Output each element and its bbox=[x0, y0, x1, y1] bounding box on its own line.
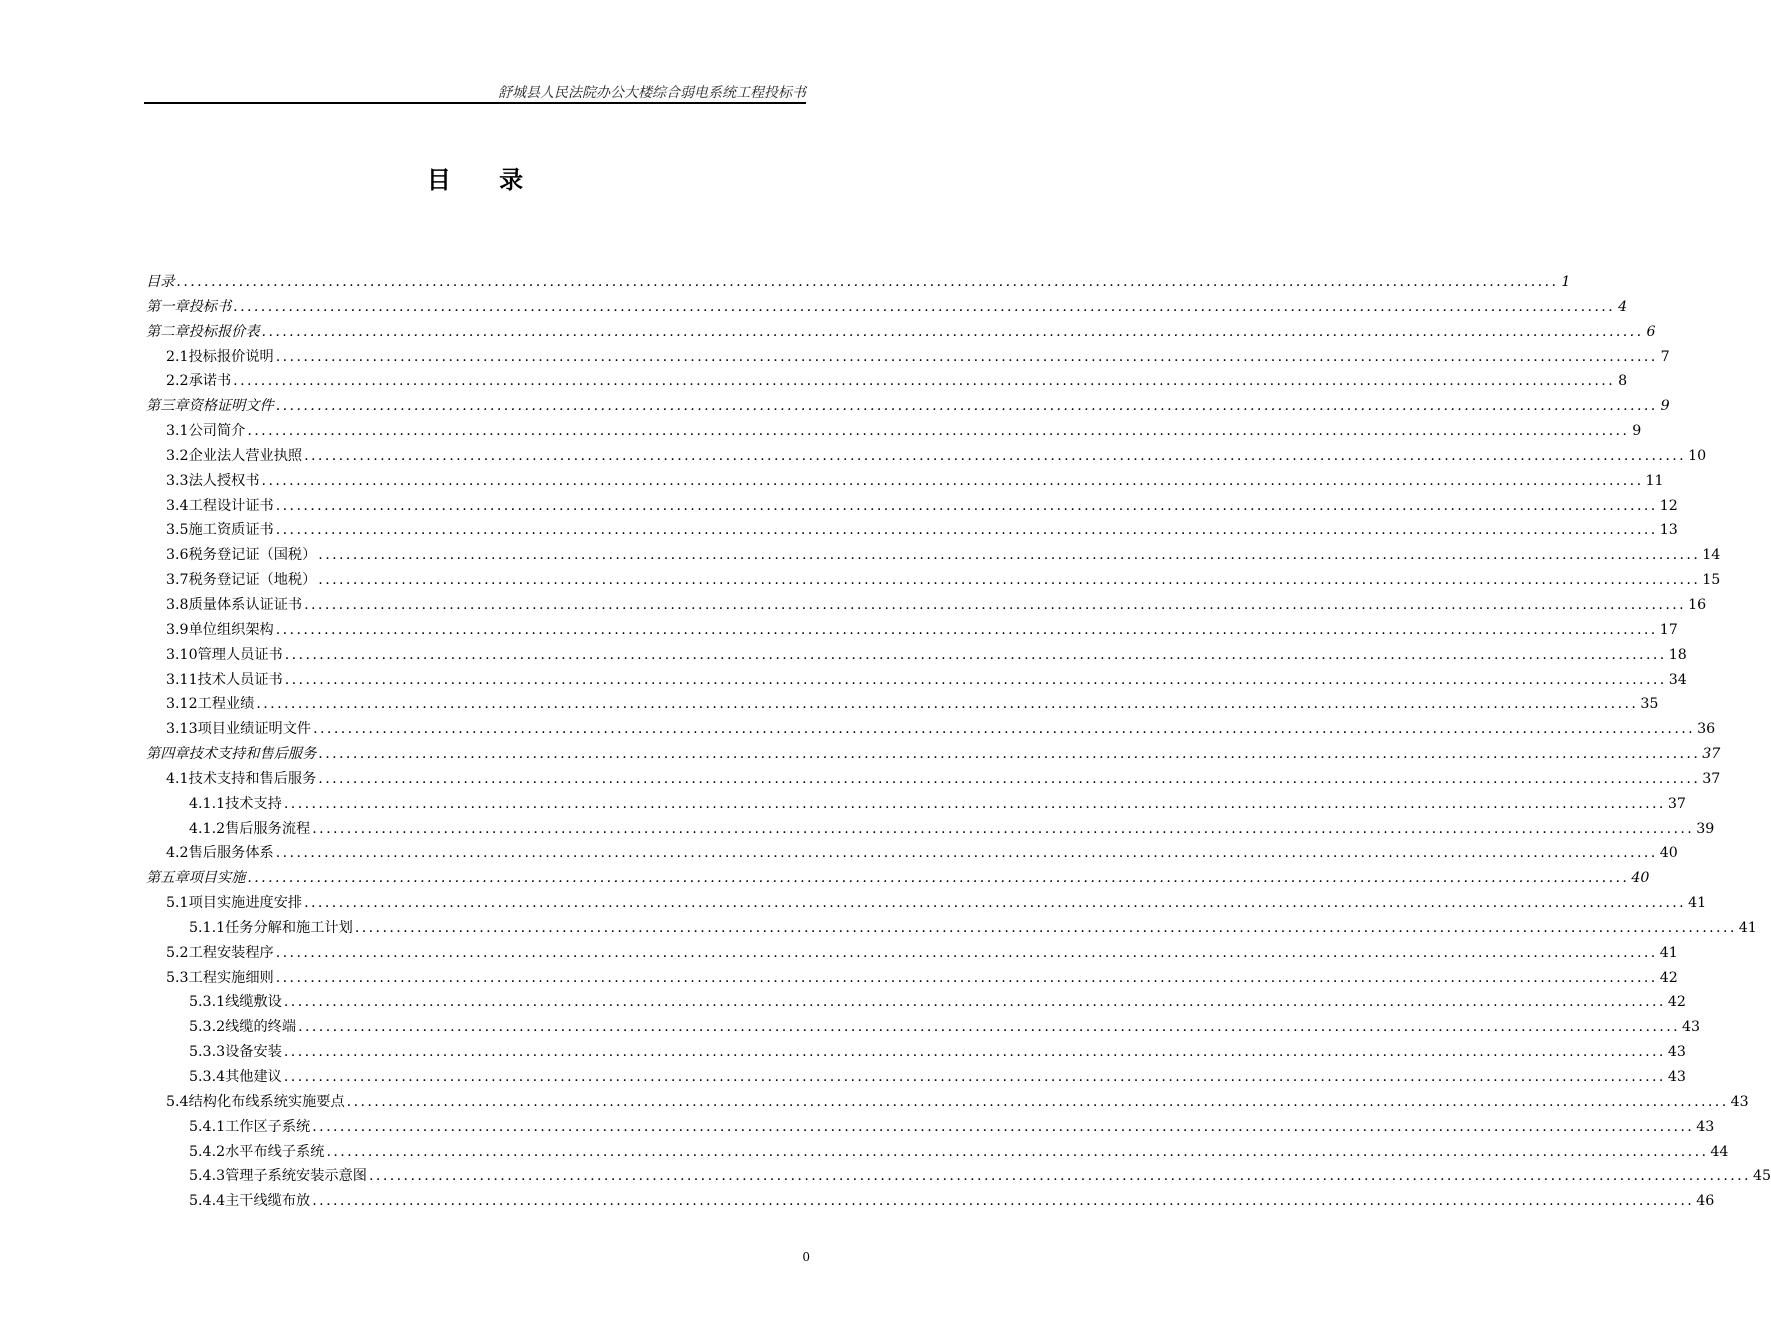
toc-entry-number: 4.1 bbox=[166, 770, 189, 787]
toc-leader-dots: ........................................................................................................................................................................................................ bbox=[275, 621, 1658, 638]
toc-entry-label: 其他建议 bbox=[225, 1069, 282, 1085]
toc-entry-page: 11 bbox=[1645, 472, 1664, 489]
toc-leader-dots: ........................................................................................................................................................................................................ bbox=[354, 919, 1737, 936]
toc-entry[interactable] bbox=[146, 668, 1687, 693]
toc-entry-page: 43 bbox=[1696, 1118, 1715, 1135]
toc-entry-number: 5.4.3 bbox=[189, 1168, 226, 1185]
toc-entry-page: 8 bbox=[1618, 373, 1628, 390]
toc-entry[interactable] bbox=[146, 394, 1670, 419]
toc-entry-number: 3.6 bbox=[166, 547, 189, 564]
toc-entry-label: 线缆的终端 bbox=[225, 1019, 297, 1036]
toc-entry-label: 线缆敷设 bbox=[225, 994, 282, 1011]
toc-entry-number: 5.3.1 bbox=[189, 994, 226, 1011]
toc-leader-dots: ........................................................................................................................................................................................................ bbox=[261, 472, 1644, 489]
toc-leader-dots: ........................................................................................................................................................................................................ bbox=[318, 547, 1701, 564]
toc-entry-page: 37 bbox=[1667, 795, 1686, 812]
toc-leader-dots: ........................................................................................................................................................................................................ bbox=[313, 721, 1696, 738]
toc-leader-dots: ........................................................................................................................................................................................................ bbox=[298, 1019, 1681, 1036]
toc-leader-dots: ........................................................................................................................................................................................................ bbox=[346, 1093, 1729, 1110]
toc-entry-label: 公司简介 bbox=[188, 423, 246, 440]
toc-leader-dots: ........................................................................................................................................................................................................ bbox=[275, 497, 1658, 514]
toc-entry-number: 3.3 bbox=[166, 472, 189, 489]
toc-entry[interactable] bbox=[146, 966, 1678, 991]
toc-entry-label: 项目实施 bbox=[188, 870, 246, 887]
toc-entry-number: 5.4.4 bbox=[189, 1193, 226, 1210]
toc-entry-number: 4.1.1 bbox=[189, 795, 226, 812]
toc-entry[interactable] bbox=[146, 941, 1678, 966]
toc-leader-dots: ........................................................................................................................................................................................................ bbox=[304, 895, 1687, 912]
toc-leader-dots: ........................................................................................................................................................................................................ bbox=[369, 1168, 1751, 1185]
toc-leader-dots: ........................................................................................................................................................................................................ bbox=[275, 969, 1658, 986]
toc-leader-dots: ........................................................................................................................................................................................................ bbox=[233, 298, 1616, 315]
toc-entry-number: 4.2 bbox=[166, 845, 189, 862]
toc-entry-page: 34 bbox=[1668, 671, 1687, 688]
toc-entry-page: 10 bbox=[1688, 447, 1707, 464]
toc-entry[interactable] bbox=[146, 916, 1757, 941]
page-title: 目 录 bbox=[426, 165, 544, 194]
toc-entry-number: 目 bbox=[146, 274, 161, 290]
toc-entry-label: 售后服务流程 bbox=[225, 820, 311, 837]
toc-entry-number: 4.1.2 bbox=[189, 820, 226, 837]
toc-entry-page: 42 bbox=[1659, 969, 1678, 986]
toc-entry-label: 工程业绩 bbox=[197, 696, 255, 713]
toc-entry-label: 质量体系认证证书 bbox=[188, 596, 303, 613]
toc-entry-page: 9 bbox=[1660, 398, 1670, 415]
toc-entry[interactable] bbox=[146, 295, 1628, 320]
toc-entry-label: 工程安装程序 bbox=[188, 944, 274, 961]
toc-entry-page: 16 bbox=[1688, 596, 1707, 613]
toc-entry[interactable] bbox=[146, 841, 1678, 866]
toc-entry-number: 3.7 bbox=[166, 572, 189, 589]
toc-entry-label: 主干线缆布放 bbox=[225, 1193, 311, 1210]
toc-entry-label: 技术支持和售后服务 bbox=[188, 746, 317, 763]
toc-entry-label: 税务登记证（地税） bbox=[188, 572, 317, 589]
toc-entry-label: 资格证明文件 bbox=[188, 398, 274, 415]
toc-entry[interactable] bbox=[146, 369, 1628, 394]
toc-entry-page: 18 bbox=[1668, 646, 1687, 663]
toc-entry-label: 投标书 bbox=[188, 298, 232, 315]
toc-leader-dots: ........................................................................................................................................................................................................ bbox=[312, 1118, 1695, 1135]
toc-leader-dots: ........................................................................................................................................................................................................ bbox=[261, 323, 1644, 340]
toc-leader-dots: ........................................................................................................................................................................................................ bbox=[284, 671, 1667, 688]
toc-entry[interactable] bbox=[146, 866, 1650, 891]
toc-entry-label: 技术支持和售后服务 bbox=[188, 770, 317, 787]
toc-entry-label: 管理子系统安装示意图 bbox=[225, 1168, 367, 1185]
toc-entry-number: 3.10 bbox=[166, 646, 198, 663]
toc-entry-page: 40 bbox=[1631, 870, 1650, 887]
toc-entry[interactable] bbox=[146, 1090, 1749, 1115]
toc-leader-dots: ........................................................................................................................................................................................................ bbox=[247, 423, 1630, 440]
toc-entry-label: 单位组织架构 bbox=[188, 621, 274, 638]
toc-entry-page: 45 bbox=[1752, 1168, 1771, 1185]
toc-entry-label: 水平布线子系统 bbox=[225, 1143, 325, 1160]
toc-entry-label: 工程实施细则 bbox=[188, 969, 274, 986]
toc-leader-dots: ........................................................................................................................................................................................................ bbox=[318, 572, 1701, 589]
toc-entry-number: 3.1 bbox=[166, 423, 189, 440]
toc-leader-dots: ........................................................................................................................................................................................................ bbox=[275, 398, 1658, 415]
toc-entry-page: 37 bbox=[1702, 770, 1721, 787]
toc-leader-dots: ........................................................................................................................................................................................................ bbox=[304, 596, 1687, 613]
toc-entry-number: 5.2 bbox=[166, 944, 189, 961]
toc-entry[interactable] bbox=[146, 469, 1664, 494]
toc-entry-page: 40 bbox=[1659, 845, 1678, 862]
toc-entry-page: 1 bbox=[1561, 274, 1571, 290]
table-of-contents bbox=[146, 270, 1771, 1214]
toc-entry-number: 3.12 bbox=[166, 696, 198, 713]
toc-entry[interactable] bbox=[146, 320, 1656, 345]
toc-entry-page: 41 bbox=[1688, 895, 1707, 912]
toc-entry-page: 7 bbox=[1660, 348, 1670, 365]
toc-leader-dots: ........................................................................................................................................................................................................ bbox=[275, 522, 1658, 539]
toc-entry-page: 43 bbox=[1730, 1093, 1749, 1110]
toc-entry-number: 第二章 bbox=[146, 323, 189, 340]
toc-leader-dots: ........................................................................................................................................................................................................ bbox=[283, 1044, 1666, 1061]
toc-leader-dots: ........................................................................................................................................................................................................ bbox=[283, 1069, 1666, 1085]
toc-entry[interactable] bbox=[146, 1040, 1686, 1065]
toc-leader-dots: ........................................................................................................................................................................................................ bbox=[247, 870, 1630, 887]
toc-entry-number: 3.9 bbox=[166, 621, 189, 638]
toc-entry-label: 技术支持 bbox=[225, 795, 282, 812]
toc-entry[interactable] bbox=[146, 1065, 1686, 1090]
toc-leader-dots: ........................................................................................................................................................................................................ bbox=[256, 696, 1639, 713]
toc-leader-dots: ........................................................................................................................................................................................................ bbox=[275, 944, 1658, 961]
toc-leader-dots: ........................................................................................................................................................................................................ bbox=[233, 373, 1616, 390]
toc-entry-label: 设备安装 bbox=[225, 1044, 282, 1061]
toc-entry-label: 承诺书 bbox=[188, 373, 232, 390]
toc-entry[interactable] bbox=[146, 618, 1678, 643]
toc-leader-dots: ........................................................................................................................................................................................................ bbox=[326, 1143, 1709, 1160]
toc-entry-number: 5.3 bbox=[166, 969, 189, 986]
running-header: 舒城县人民法院办公大楼综合弱电系统工程投标书 bbox=[498, 85, 806, 101]
toc-entry[interactable] bbox=[146, 1164, 1771, 1189]
toc-entry-page: 6 bbox=[1646, 323, 1656, 340]
toc-entry-page: 44 bbox=[1710, 1143, 1729, 1160]
toc-entry[interactable] bbox=[146, 1115, 1715, 1140]
toc-entry-label: 管理人员证书 bbox=[197, 646, 283, 663]
toc-entry-label: 工作区子系统 bbox=[225, 1118, 311, 1135]
toc-entry-label: 售后服务体系 bbox=[188, 845, 274, 862]
toc-entry-label: 项目业绩证明文件 bbox=[197, 721, 312, 738]
toc-entry-page: 4 bbox=[1618, 298, 1628, 315]
toc-entry-label: 税务登记证（国税） bbox=[188, 547, 317, 564]
toc-entry-label: 法人授权书 bbox=[188, 472, 260, 489]
toc-entry-page: 14 bbox=[1702, 547, 1721, 564]
toc-entry[interactable] bbox=[146, 792, 1686, 817]
toc-entry[interactable] bbox=[146, 270, 1571, 295]
toc-entry-page: 17 bbox=[1659, 621, 1678, 638]
toc-entry[interactable] bbox=[146, 692, 1659, 717]
header-rule bbox=[144, 102, 806, 104]
toc-entry-page: 35 bbox=[1640, 696, 1659, 713]
toc-leader-dots: ........................................................................................................................................................................................................ bbox=[283, 994, 1666, 1011]
toc-entry-label: 企业法人营业执照 bbox=[188, 447, 303, 464]
toc-entry-number: 2.1 bbox=[166, 348, 189, 365]
toc-entry[interactable] bbox=[146, 444, 1707, 469]
toc-leader-dots: ........................................................................................................................................................................................................ bbox=[176, 274, 1559, 290]
toc-entry-page: 36 bbox=[1697, 721, 1716, 738]
toc-leader-dots: ........................................................................................................................................................................................................ bbox=[312, 1193, 1695, 1210]
toc-leader-dots: ........................................................................................................................................................................................................ bbox=[318, 770, 1701, 787]
toc-entry[interactable] bbox=[146, 345, 1670, 370]
toc-entry[interactable] bbox=[146, 543, 1721, 568]
toc-entry[interactable] bbox=[146, 643, 1687, 668]
toc-entry[interactable] bbox=[146, 593, 1707, 618]
toc-leader-dots: ........................................................................................................................................................................................................ bbox=[284, 646, 1667, 663]
toc-entry-page: 43 bbox=[1667, 1044, 1686, 1061]
toc-entry-number: 第三章 bbox=[146, 398, 189, 415]
toc-leader-dots: ........................................................................................................................................................................................................ bbox=[318, 746, 1701, 763]
toc-entry-number: 第四章 bbox=[146, 746, 189, 763]
toc-entry[interactable] bbox=[146, 767, 1721, 792]
toc-entry[interactable] bbox=[146, 518, 1678, 543]
toc-entry-page: 43 bbox=[1667, 1069, 1686, 1085]
toc-entry[interactable] bbox=[146, 717, 1716, 742]
toc-entry-number: 第五章 bbox=[146, 870, 189, 887]
page-number: 0 bbox=[802, 1250, 810, 1264]
toc-entry[interactable] bbox=[146, 494, 1678, 519]
toc-entry-page: 9 bbox=[1632, 423, 1642, 440]
toc-entry[interactable] bbox=[146, 891, 1707, 916]
toc-entry-number: 5.4 bbox=[166, 1093, 189, 1110]
toc-entry-number: 5.1.1 bbox=[189, 919, 226, 936]
toc-entry-page: 13 bbox=[1659, 522, 1678, 539]
toc-entry-number: 5.3.2 bbox=[189, 1019, 226, 1036]
toc-entry-label: 投标报价表 bbox=[188, 323, 260, 340]
toc-entry[interactable] bbox=[146, 1140, 1729, 1165]
toc-entry[interactable] bbox=[146, 990, 1686, 1015]
toc-entry[interactable] bbox=[146, 568, 1721, 593]
toc-entry-label: 技术人员证书 bbox=[197, 671, 283, 688]
toc-entry[interactable] bbox=[146, 419, 1642, 444]
toc-entry-number: 3.11 bbox=[166, 671, 198, 688]
toc-entry-label: 结构化布线系统实施要点 bbox=[188, 1093, 345, 1110]
toc-entry-page: 15 bbox=[1702, 572, 1721, 589]
toc-entry[interactable] bbox=[146, 1015, 1701, 1040]
toc-entry-label: 投标报价说明 bbox=[188, 348, 274, 365]
toc-entry-number: 3.4 bbox=[166, 497, 189, 514]
toc-entry-label: 项目实施进度安排 bbox=[188, 895, 303, 912]
toc-entry-page: 46 bbox=[1696, 1193, 1715, 1210]
toc-entry-label: 录 bbox=[160, 274, 175, 290]
toc-entry-label: 工程设计证书 bbox=[188, 497, 274, 514]
toc-entry-page: 43 bbox=[1682, 1019, 1701, 1036]
toc-leader-dots: ........................................................................................................................................................................................................ bbox=[283, 795, 1666, 812]
toc-entry-page: 41 bbox=[1659, 944, 1678, 961]
toc-entry-number: 第一章 bbox=[146, 298, 189, 315]
toc-entry-number: 5.4.2 bbox=[189, 1143, 226, 1160]
toc-entry-number: 5.1 bbox=[166, 895, 189, 912]
toc-entry-number: 5.3.3 bbox=[189, 1044, 226, 1061]
toc-entry-number: 3.5 bbox=[166, 522, 189, 539]
toc-leader-dots: ........................................................................................................................................................................................................ bbox=[275, 845, 1658, 862]
toc-entry-label: 任务分解和施工计划 bbox=[225, 919, 353, 936]
toc-entry-number: 2.2 bbox=[166, 373, 189, 390]
toc-entry-number: 3.8 bbox=[166, 596, 189, 613]
toc-leader-dots: ........................................................................................................................................................................................................ bbox=[304, 447, 1687, 464]
toc-entry[interactable] bbox=[146, 1189, 1715, 1214]
toc-entry-page: 39 bbox=[1696, 820, 1715, 837]
toc-entry-number: 3.13 bbox=[166, 721, 198, 738]
toc-entry[interactable] bbox=[146, 742, 1721, 767]
toc-entry[interactable] bbox=[146, 817, 1715, 842]
toc-leader-dots: ........................................................................................................................................................................................................ bbox=[312, 820, 1695, 837]
toc-entry-number: 3.2 bbox=[166, 447, 189, 464]
toc-entry-page: 12 bbox=[1659, 497, 1678, 514]
toc-entry-page: 41 bbox=[1738, 919, 1757, 936]
toc-entry-number: 5.4.1 bbox=[189, 1118, 226, 1135]
toc-entry-page: 37 bbox=[1702, 746, 1721, 763]
toc-entry-number: 5.3.4 bbox=[189, 1069, 226, 1085]
toc-entry-page: 42 bbox=[1667, 994, 1686, 1011]
toc-entry-label: 施工资质证书 bbox=[188, 522, 274, 539]
toc-leader-dots: ........................................................................................................................................................................................................ bbox=[275, 348, 1658, 365]
